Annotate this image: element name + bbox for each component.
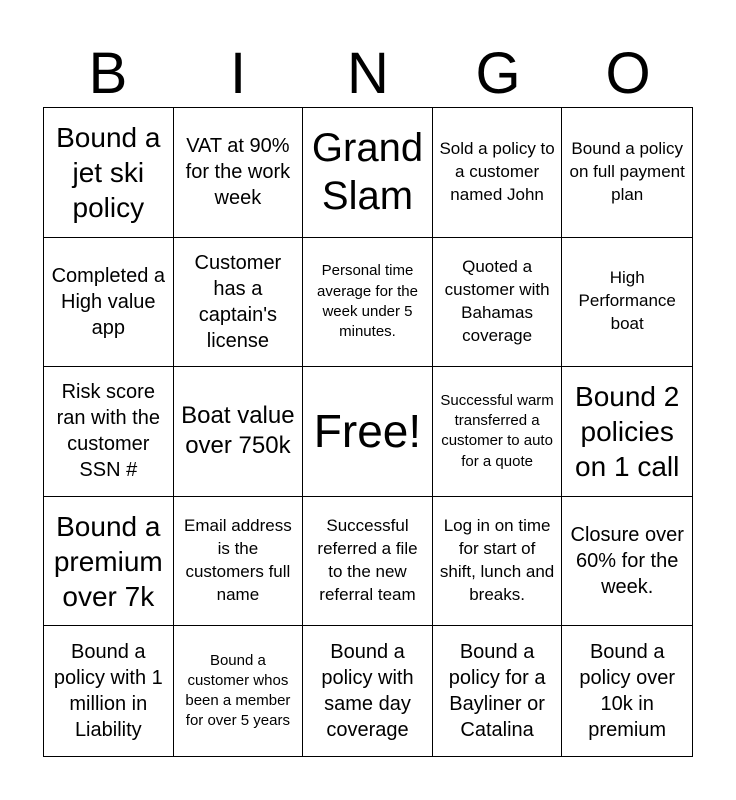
bingo-cell[interactable] xyxy=(174,626,304,756)
bingo-cell[interactable] xyxy=(44,497,174,627)
bingo-cell[interactable] xyxy=(44,238,174,368)
cell-text: Successful warm transferred a customer to auto for a quote xyxy=(440,391,554,470)
cell-text: High Performance boat xyxy=(578,268,676,334)
bingo-cell[interactable] xyxy=(433,367,563,497)
bingo-cell[interactable] xyxy=(44,108,174,238)
bingo-cell[interactable] xyxy=(303,238,433,368)
bingo-cell[interactable] xyxy=(433,626,563,756)
bingo-cell[interactable] xyxy=(433,497,563,627)
cell-text: Risk score ran with the customer SSN # xyxy=(56,381,160,482)
cell-text: Quoted a customer with Bahamas coverage xyxy=(444,257,550,345)
cell-text: Bound a policy with same day coverage xyxy=(321,641,414,742)
cell-text: Bound a customer whos been a member for over 5 years xyxy=(185,651,291,730)
cell-text: Personal time average for the week under 5 minutes. xyxy=(317,262,418,341)
bingo-cell[interactable] xyxy=(174,108,304,238)
cell-text: Bound a policy with 1 million in Liability xyxy=(53,641,163,742)
bingo-cell[interactable] xyxy=(562,108,692,238)
header-letter-n: N xyxy=(347,41,389,106)
bingo-cell[interactable] xyxy=(174,367,304,497)
bingo-cell[interactable] xyxy=(303,626,433,756)
cell-text: Closure over 60% for the week. xyxy=(570,524,684,599)
cell-text: Completed a High value app xyxy=(51,264,165,339)
cell-text: Bound a policy for a Bayliner or Catalina xyxy=(448,641,546,742)
cell-text: Bound a policy on full payment plan xyxy=(569,138,685,204)
cell-text: Grand Slam xyxy=(311,126,424,219)
cell-text: Bound a policy over 10k in premium xyxy=(579,641,675,742)
bingo-header xyxy=(43,40,693,108)
bingo-cell[interactable] xyxy=(174,497,304,627)
cell-text: Bound a premium over 7k xyxy=(53,510,163,612)
free-space-cell[interactable] xyxy=(303,367,433,497)
cell-text: Bound 2 policies on 1 call xyxy=(575,380,680,482)
cell-text: Sold a policy to a customer named John xyxy=(439,138,555,204)
header-letter-i: I xyxy=(229,41,247,106)
bingo-cell[interactable] xyxy=(562,497,692,627)
bingo-cell[interactable] xyxy=(562,238,692,368)
header-letter-o: O xyxy=(605,41,651,106)
header-letter-g: G xyxy=(475,41,521,106)
cell-text: Bound a jet ski policy xyxy=(56,121,161,223)
header-letter-b: B xyxy=(88,41,128,106)
cell-text: Successful referred a file to the new referral team xyxy=(317,516,418,605)
cell-text: VAT at 90% for the work week xyxy=(185,135,291,210)
cell-text: Customer has a captain's license xyxy=(194,251,282,352)
bingo-cell[interactable] xyxy=(562,367,692,497)
bingo-cell[interactable] xyxy=(303,497,433,627)
bingo-cell[interactable] xyxy=(44,367,174,497)
bingo-cell[interactable] xyxy=(44,626,174,756)
cell-text: Log in on time for start of shift, lunch and breaks. xyxy=(439,516,555,605)
cell-text: Free! xyxy=(313,404,422,457)
bingo-cell[interactable] xyxy=(433,238,563,368)
bingo-cell[interactable] xyxy=(562,626,692,756)
bingo-card xyxy=(43,107,693,757)
bingo-cell[interactable] xyxy=(303,108,433,238)
bingo-cell[interactable] xyxy=(433,108,563,238)
bingo-cell[interactable] xyxy=(174,238,304,368)
cell-text: Boat value over 750k xyxy=(181,402,295,460)
cell-text: Email address is the customers full name xyxy=(184,516,292,605)
